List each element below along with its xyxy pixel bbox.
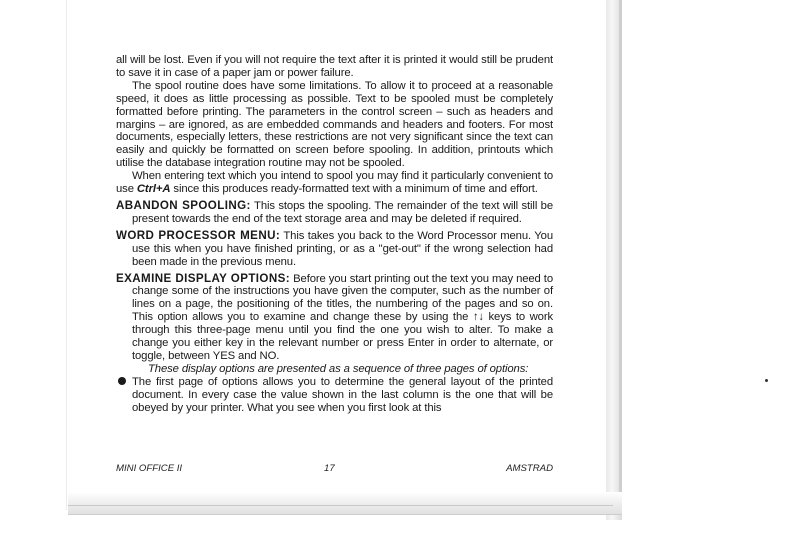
italic-note: These display options are presented as a sequence of three pages of options: bbox=[148, 362, 529, 375]
footer-brand: AMSTRAD bbox=[506, 463, 553, 474]
bullet-paragraph bbox=[116, 376, 553, 415]
paragraph-intro-2: The spool routine does have some limitations. To allow it to proceed at a reasonable speed, it does as little processing as possible. Text to be spooled must be completely formatted before printing. The parameters in the control screen – such as headers and margins – are ignored, as are embedded commands and headers and footers. For most documents, especially letters, these restrictions are not very significant since the text can easily and quickly be formatted on screen before spooling. In addition, printouts which utilise the database integration routine may not be spooled. bbox=[116, 79, 553, 170]
paragraph-intro-3 bbox=[116, 170, 553, 196]
document-body bbox=[116, 54, 553, 414]
footer-title: MINI OFFICE II bbox=[116, 463, 183, 474]
text-word-processor-menu: This takes you back to the Word Processor menu. You use this when you have finished printing, or as a "get-out" if the wrong selection had been made in the previous menu. bbox=[132, 229, 553, 268]
page-stack-edge-line bbox=[619, 0, 622, 515]
text-abandon-spooling: This stops the spooling. The remainder of the text will still be present towards the end of the text storage area and may be deleted if required. bbox=[132, 199, 553, 225]
bullet-text: The first page of options allows you to determine the general layout of the printed document. In every case the value shown in the last column is the one that will be obeyed by your printer. What you see when you first look at this bbox=[132, 375, 553, 414]
page-footer bbox=[116, 463, 553, 477]
dust-speck bbox=[765, 379, 768, 382]
page-bottom-edge bbox=[68, 492, 622, 515]
section-abandon-spooling bbox=[116, 200, 553, 226]
section-word-processor-menu bbox=[116, 230, 553, 269]
term-abandon-spooling: ABANDON SPOOLING: bbox=[116, 198, 251, 212]
section-examine-display-options bbox=[116, 273, 553, 363]
bullet-icon bbox=[118, 377, 126, 385]
ctrl-a-key: Ctrl+A bbox=[136, 183, 171, 196]
page-left-edge bbox=[66, 0, 67, 510]
page-number: 17 bbox=[324, 463, 335, 474]
paragraph-intro-3-end: since this produces ready-formatted text with a minimum of time and effort. bbox=[173, 183, 538, 196]
paragraph-intro-3-start: When entering text which you intend to spool you may find it particularly convenient to use bbox=[116, 170, 553, 196]
term-word-processor-menu: WORD PROCESSOR MENU: bbox=[116, 228, 281, 242]
page-bottom-line bbox=[68, 505, 613, 506]
text-examine-display-options: Before you start printing out the text you may need to change some of the instructions you have given the computer, such as the number of lines on a page, the positioning of the titles, the numbering of the pages and so on. This option allows you to examine and change these by using the ↑↓ keys to work through this three-page menu until you find the one you wish to alter. To make a change you either key in the relevant number or press Enter in order to alternate, or toggle, between YES and NO. bbox=[132, 272, 553, 362]
term-examine-display-options: EXAMINE DISPLAY OPTIONS: bbox=[116, 271, 291, 285]
paragraph-intro-1: all will be lost. Even if you will not require the text after it is printed it would still be prudent to save it in case of a paper jam or power failure. bbox=[116, 54, 553, 79]
